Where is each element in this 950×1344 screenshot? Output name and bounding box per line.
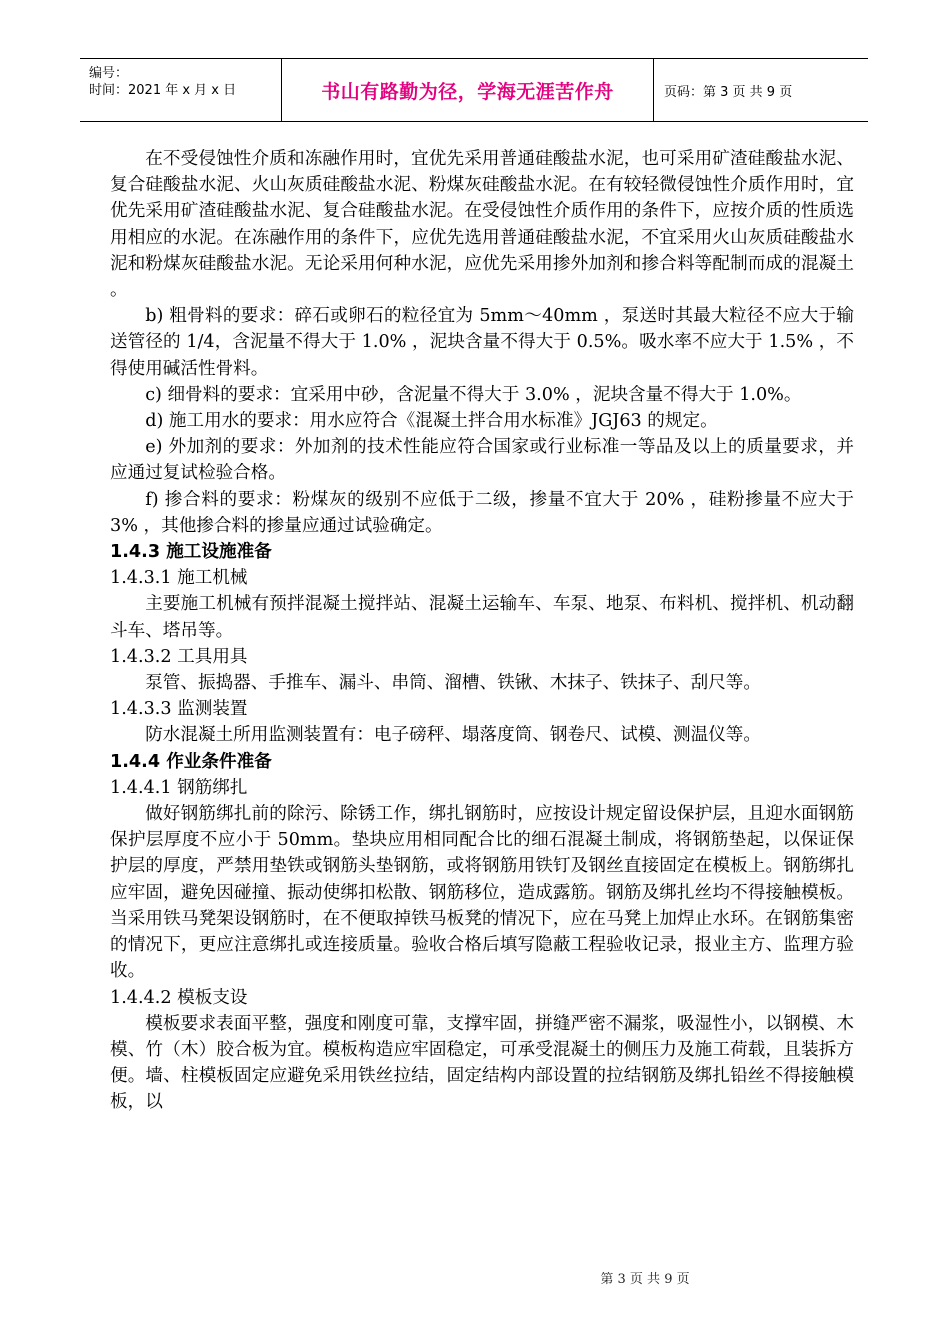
paragraph-cement: 在不受侵蚀性介质和冻融作用时，宜优先采用普通硅酸盐水泥，也可采用矿渣硅酸盐水泥、复合硅酸盐水泥、火山灰质硅酸盐水泥、粉煤灰硅酸盐水泥。在有较轻微侵蚀性介质作用时，宜优先采用矿渣硅酸盐水泥、复合硅酸盐水泥。在受侵蚀性介质作用的条件下，应按介质的性质选用相应的水泥。在冻融作用的条件下，应优先选用普通硅酸盐水泥，不宜采用火山灰质硅酸盐水泥和粉煤灰硅酸盐水泥。无论采用何种水泥，应优先采用掺外加剂和掺合料等配制而成的混凝土 。 [110, 149, 854, 301]
paragraph-water: d) 施工用水的要求：用水应符合《混凝土拌合用水标准》JGJ63 的规定。 [145, 411, 718, 432]
time-label: 时间：2021 年 x 月 x 日 [89, 83, 237, 98]
paragraph-monitoring: 防水混凝土所用监测装置有：电子磅秤、塌落度筒、钢卷尺、试模、测温仪等。 [145, 725, 761, 746]
paragraph-formwork: 模板要求表面平整，强度和刚度可靠，支撑牢固，拼缝严密不漏浆，吸湿性小，以钢模、木模、竹（木）胶合板为宜。模板构造应牢固稳定，可承受混凝土的侧压力及施工荷载，且装拆方便。墙、柱模板固定应避免采用铁丝拉结，固定结构内部设置的拉结钢筋及绑扎铅丝不得接触模板，以 [110, 1013, 854, 1113]
paragraph-machinery: 主要施工机械有预拌混凝土搅拌站、混凝土运输车、车泵、地泵、布料机、搅拌机、机动翻斗车、塔吊等。 [110, 594, 854, 641]
section-heading-conditions: 1.4.4 作业条件准备 [110, 751, 272, 772]
paragraph-mineral-admixture: f) 掺合料的要求：粉煤灰的级别不应低于二级，掺量不宜大于 20% ，硅粉掺量不应大于 3% ，其他掺合料的掺量应通过试验确定。 [110, 489, 854, 536]
paragraph-rebar: 做好钢筋绑扎前的除污、除锈工作，绑扎钢筋时，应按设计规定留设保护层，且迎水面钢筋保护层厚度不应小于 50mm。垫块应用相同配合比的细石混凝土制成，将钢筋垫起，以保证保护层的厚度，严禁用垫铁或钢筋头垫钢筋，或将钢筋用铁钉及钢丝直接固定在模板上。钢筋绑扎应牢固，避免因碰撞、振动使绑扣松散、钢筋移位，造成露筋。钢筋及绑扎丝均不得接触模板。当采用铁马凳架设钢筋时，在不便取掉铁马板凳的情况下，应在马凳上加焊止水环。在钢筋集密的情况下，更应注意绑扎或连接质量。验收合格后填写隐蔽工程验收记录，报业主方、监理方验收。 [110, 804, 854, 982]
paragraph-admixture: e) 外加剂的要求：外加剂的技术性能应符合国家或行业标准一等品及以上的质量要求，并应通过复试检验合格。 [110, 437, 854, 484]
page-footer: 第 3 页 共 9 页 [600, 1272, 690, 1287]
paragraph-tools: 泵管、振捣器、手推车、漏斗、串筒、溜槽、铁锹、木抹子、铁抹子、刮尺等。 [145, 673, 761, 694]
subsection-heading-rebar: 1.4.4.1 钢筋绑扎 [110, 777, 248, 798]
document-body [110, 146, 854, 1116]
header-page-label: 页码：第 3 页 共 9 页 [664, 84, 793, 100]
subsection-heading-monitoring: 1.4.3.3 监测装置 [110, 699, 248, 720]
paragraph-fine-aggregate: c) 细骨料的要求：宜采用中砂，含泥量不得大于 3.0% ，泥块含量不得大于 1.0%。 [145, 384, 802, 405]
subsection-heading-tools: 1.4.3.2 工具用具 [110, 646, 248, 667]
subsection-heading-formwork: 1.4.4.2 模板支设 [110, 987, 248, 1008]
subsection-heading-machinery: 1.4.3.1 施工机械 [110, 568, 248, 589]
header-motto: 书山有路勤为径，学海无涯苦作舟 [282, 59, 654, 121]
number-label: 编号： [89, 66, 129, 81]
page-header [80, 58, 868, 122]
paragraph-coarse-aggregate: b) 粗骨料的要求：碎石或卵石的粒径宜为 5mm～40mm ，泵送时其最大粒径不应大于输送管径的 1/4，含泥量不得大于 1.0% ，泥块含量不得大于 0.5%。吸水率不应大于 1.5% ，不得使用碱活性骨料。 [110, 306, 854, 379]
header-meta [80, 59, 282, 121]
section-heading-facilities: 1.4.3 施工设施准备 [110, 542, 272, 563]
